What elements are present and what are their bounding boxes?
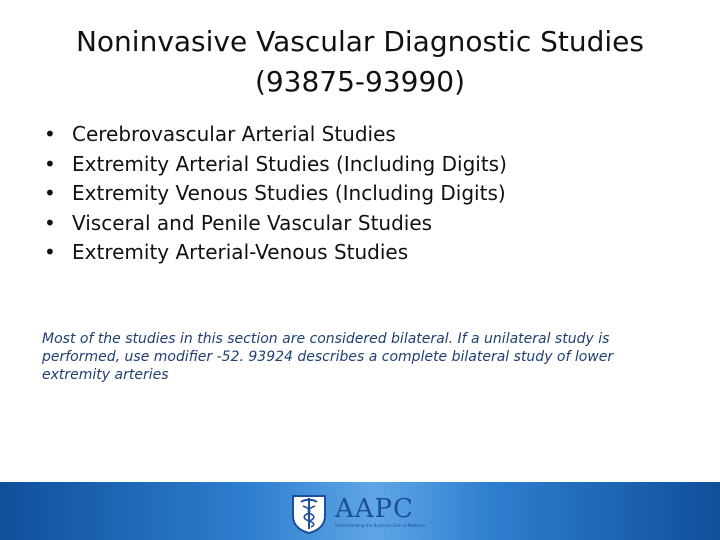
bullet-item [44, 238, 684, 268]
bullet-list [44, 120, 684, 268]
bullet-item [44, 209, 684, 239]
bullet-dot-icon: • [44, 181, 56, 205]
aapc-logo [287, 489, 437, 535]
slide-title: Noninvasive Vascular Diagnostic Studies (93875-93990) [75, 25, 644, 98]
bullet-dot-icon: • [44, 240, 56, 264]
logo-wordmark: AAPC [335, 494, 414, 524]
bullet-item [44, 120, 684, 150]
logo-text-group [335, 495, 425, 529]
bullet-text: Extremity Arterial Studies (Including Digits) [72, 151, 507, 176]
bullet-text: Visceral and Penile Vascular Studies [72, 210, 433, 235]
footnote: Most of the studies in this section are considered bilateral. If a unilateral study is performed, use modifier -52. 93924 describes a complete bilateral study of lower extremity arteries [42, 331, 614, 383]
bullet-item [44, 150, 684, 180]
bullet-text: Extremity Venous Studies (Including Digits) [72, 181, 506, 205]
bullet-dot-icon: • [44, 122, 56, 146]
bullet-dot-icon: • [44, 151, 56, 176]
logo-tagline: Understanding the Business Side of Medicine [335, 523, 426, 528]
bullet-dot-icon: • [44, 210, 56, 235]
bullet-text: Cerebrovascular Arterial Studies [72, 122, 396, 146]
caduceus-icon [287, 490, 331, 534]
bullet-text: Extremity Arterial-Venous Studies [72, 240, 409, 264]
bullet-item [44, 179, 684, 209]
